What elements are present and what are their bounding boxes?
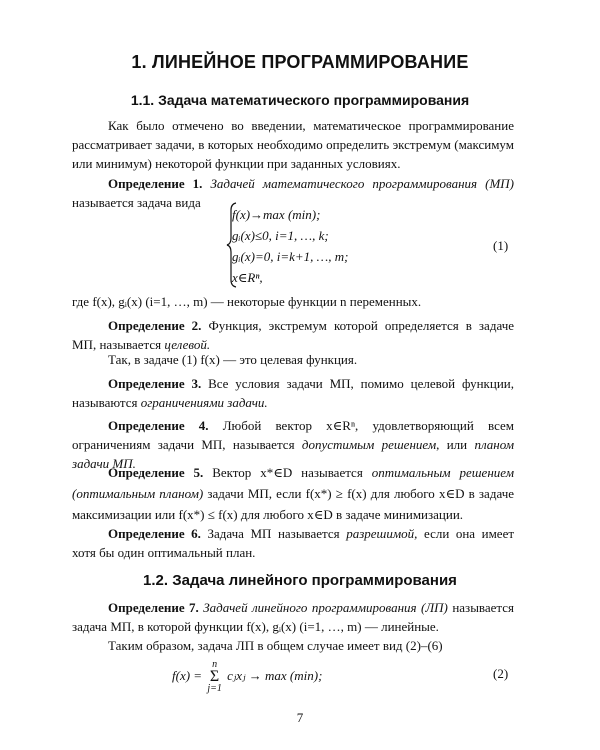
sum-lower-limit: j=1 xyxy=(207,683,222,694)
system-line-domain: x∈Rⁿ, xyxy=(232,270,263,285)
definition-4-label: Определение 4. xyxy=(108,418,209,433)
equation-number-1: (1) xyxy=(493,238,509,253)
definition-3-text: Все условия задачи МП, помимо целевой функции, называются xyxy=(72,376,514,410)
sum-upper-limit: n xyxy=(212,659,218,670)
equation-2 xyxy=(172,660,322,694)
equation-2-rhs: cⱼxⱼ → max (min); xyxy=(227,667,323,683)
equation-number-2: (2) xyxy=(493,666,509,681)
definition-5 xyxy=(72,462,514,525)
definition-7-label: Определение 7. xyxy=(108,600,199,615)
definition-4-text-2: , или xyxy=(436,437,468,452)
definition-1-text: называется задача вида xyxy=(72,195,201,210)
definition-2-term: целевой. xyxy=(164,337,211,352)
equation-system-1 xyxy=(232,204,382,288)
definition-6-text-2: если она имеет хотя бы один оптимальный план. xyxy=(72,526,515,560)
definition-3-term: ограничениями задачи. xyxy=(140,395,268,410)
definition-7-text: называется задача МП, в которой функции f(x), gᵢ(x) (i=1, …, m) — линейные. xyxy=(72,600,515,634)
chapter-title: 1. ЛИНЕЙНОЕ ПРОГРАММИРОВАНИЕ xyxy=(131,52,469,72)
page-number: 7 xyxy=(296,710,304,725)
section-title-1-2: 1.2. Задача линейного программирования xyxy=(143,572,457,589)
section-title-1-1: 1.1. Задача математического программирования xyxy=(130,92,470,108)
definition-4-term-1: допустимым решением xyxy=(301,437,437,452)
sigma-icon: Σ xyxy=(209,668,220,685)
general-form-line: Таким образом, задача ЛП в общем случае имеет вид (2)–(6) xyxy=(108,638,443,653)
definition-2-label: Определение 2. xyxy=(108,318,202,333)
equation-2-lhs: f(x) = xyxy=(172,667,203,683)
definition-3 xyxy=(72,374,514,412)
definition-6-label: Определение 6. xyxy=(108,526,201,541)
definition-4-term-2: планом задачи МП. xyxy=(72,437,515,471)
definition-6 xyxy=(72,524,514,562)
definition-5-text-1: Вектор x*∈D называется xyxy=(212,465,363,480)
definition-5-text-2: задачи МП, если f(x*) ≥ f(x) для любого x∈D в задаче максимизации или f(x*) ≤ f(x) для любого x∈D в задаче минимизации. xyxy=(72,486,515,522)
definition-3-label: Определение 3. xyxy=(108,376,202,391)
definition-1-label: Определение 1. xyxy=(108,176,203,191)
definition-6-term: разрешимой, xyxy=(346,526,418,541)
definition-7 xyxy=(72,598,514,636)
where-line: где f(x), gᵢ(x) (i=1, …, m) — некоторые функции n переменных. xyxy=(72,294,422,309)
definition-1-term: Задачей математического программирования (МП) xyxy=(210,176,515,191)
definition-4-text-1: Любой вектор x∈Rⁿ, удовлетворяющий всем ограничениям задачи МП, называется xyxy=(72,418,515,452)
definition-2-text: Функция, экстремум которой определяется в задаче МП, называется xyxy=(72,318,515,352)
definition-5-label: Определение 5. xyxy=(108,465,204,480)
definition-2 xyxy=(72,316,514,354)
target-function-line: Так, в задаче (1) f(x) — это целевая функция. xyxy=(108,352,358,367)
definition-6-text-1: Задача МП называется xyxy=(207,526,340,541)
system-line-equality: gᵢ(x)=0, i=k+1, …, m; xyxy=(232,249,349,264)
definition-7-term: Задачей линейного программирования (ЛП) xyxy=(203,600,448,615)
intro-paragraph: Как было отмечено во введении, математическое программирование рассматривает задачи, в которых необходимо определить экстремум (максимум или минимум) некоторой функции при заданных условиях. xyxy=(72,118,514,171)
system-line-objective: f(x)→max (min); xyxy=(232,207,321,222)
system-line-inequality: gᵢ(x)≤0, i=1, …, k; xyxy=(232,228,329,243)
sum-symbol xyxy=(207,660,222,694)
definition-5-term: оптимальным решением (оптимальным планом) xyxy=(72,465,515,501)
